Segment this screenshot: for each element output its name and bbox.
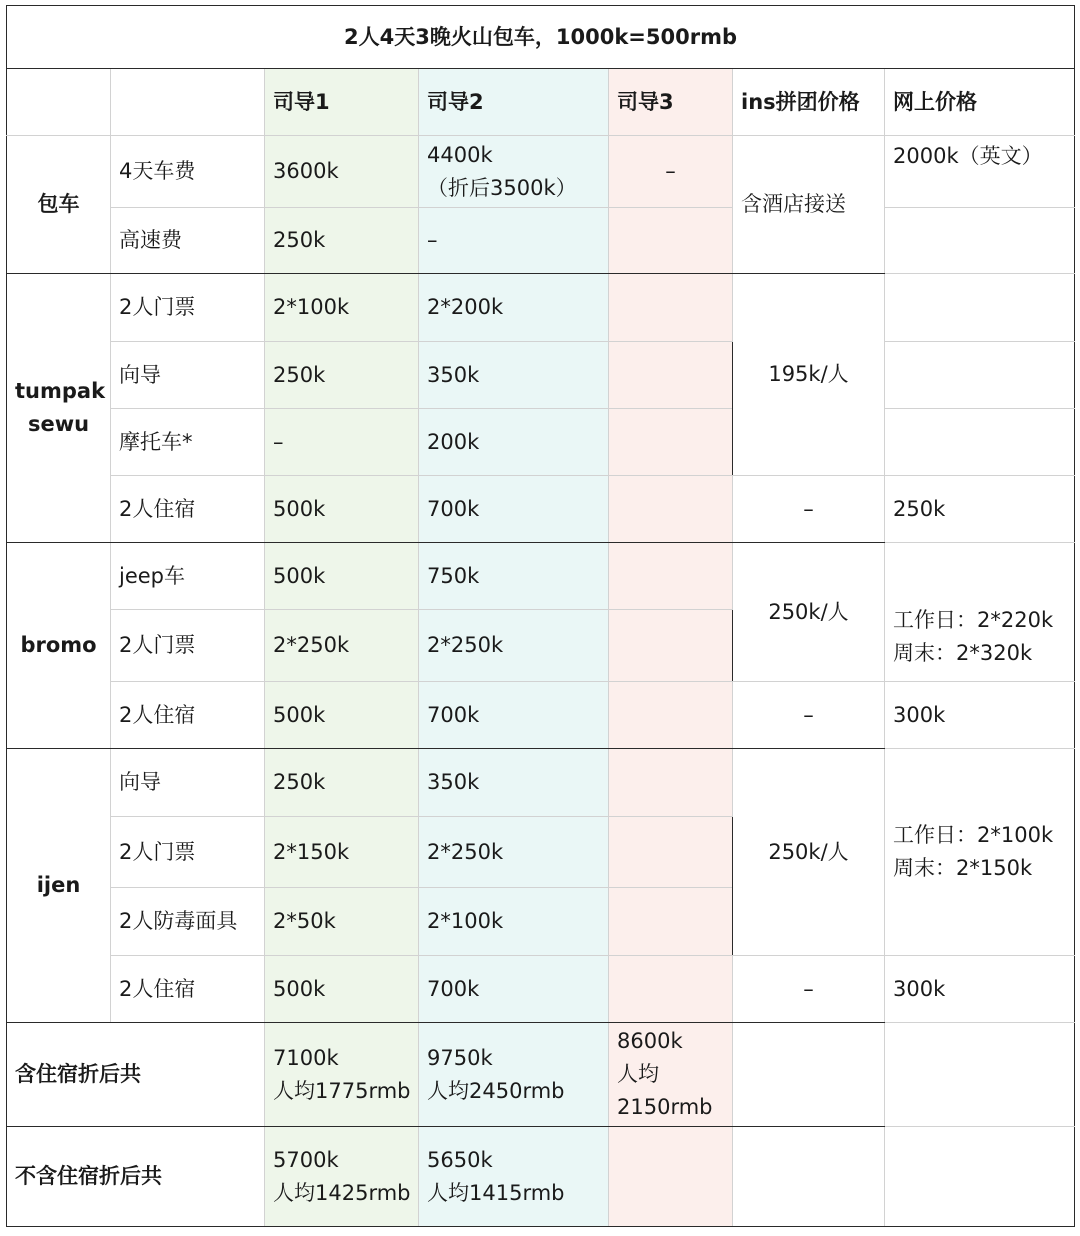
online-price-line1: 工作日：2*220k	[893, 608, 1054, 632]
group-tumpak-line1: tumpak	[15, 379, 106, 403]
guide3-value	[609, 956, 733, 1023]
online-price-cell	[885, 208, 1075, 274]
guide1-total-line2: 人均1425rmb	[273, 1180, 411, 1205]
guide2-value: 2*100k	[419, 888, 609, 956]
guide3-value	[609, 409, 733, 476]
ins-price-cell: 250k/人	[733, 543, 885, 682]
guide1-value: 250k	[265, 208, 419, 274]
guide1-value: 250k	[265, 342, 419, 409]
table-row	[7, 543, 1075, 610]
guide2-value: 200k	[419, 409, 609, 476]
item-label: 2人住宿	[111, 956, 265, 1023]
guide2-total-line1: 9750k	[427, 1045, 493, 1070]
guide3-value: –	[609, 136, 733, 208]
guide3-total-line2: 人均	[617, 1062, 659, 1086]
header-guide-2: 司导2	[419, 69, 609, 136]
group-tumpak-line2: sewu	[27, 412, 90, 436]
guide1-value: 500k	[265, 476, 419, 543]
group-tumpak-sewu	[7, 274, 111, 543]
guide1-value: 3600k	[265, 136, 419, 208]
ins-total-cell	[733, 1127, 885, 1227]
guide2-value-line1: 4400k	[427, 142, 493, 167]
ins-price-cell: 含酒店接送	[733, 136, 885, 274]
item-label: 2人门票	[111, 817, 265, 888]
table-row	[7, 208, 1075, 274]
guide3-value	[609, 208, 733, 274]
guide2-total-line1: 5650k	[427, 1147, 493, 1172]
guide1-total	[265, 1127, 419, 1227]
guide3-value	[609, 476, 733, 543]
guide1-total-line1: 7100k	[273, 1045, 339, 1070]
item-label: 摩托车*	[111, 409, 265, 476]
table-row	[7, 749, 1075, 817]
total-with-lodging-row	[7, 1023, 1075, 1127]
table-row	[7, 409, 1075, 476]
guide2-value	[419, 136, 609, 208]
guide3-total-line1: 8600k	[617, 1029, 683, 1053]
guide2-total	[419, 1127, 609, 1227]
guide3-value	[609, 888, 733, 956]
guide3-value	[609, 817, 733, 888]
online-price-cell: 250k	[885, 476, 1075, 543]
guide2-value: 2*250k	[419, 817, 609, 888]
item-label: 2人门票	[111, 610, 265, 682]
total-without-lodging-label: 不含住宿折后共	[7, 1127, 265, 1227]
guide2-value: 700k	[419, 956, 609, 1023]
guide2-value: 2*250k	[419, 610, 609, 682]
online-price-line2: 周末：2*320k	[893, 641, 1033, 665]
item-label: 向导	[111, 342, 265, 409]
ins-price-cell: 250k/人	[733, 749, 885, 956]
guide1-value: 500k	[265, 956, 419, 1023]
header-ins-price: ins拼团价格	[733, 69, 885, 136]
guide2-value: 350k	[419, 749, 609, 817]
price-table	[6, 5, 1075, 1227]
guide2-value: 350k	[419, 342, 609, 409]
guide3-value	[609, 610, 733, 682]
ins-price-cell: 195k/人	[733, 274, 885, 476]
item-label: 2人住宿	[111, 682, 265, 749]
guide2-value: –	[419, 208, 609, 274]
table-row	[7, 342, 1075, 409]
guide1-value: 500k	[265, 682, 419, 749]
guide1-value: 500k	[265, 543, 419, 610]
online-price-cell: 300k	[885, 682, 1075, 749]
header-guide-3: 司导3	[609, 69, 733, 136]
online-total-cell	[885, 1023, 1075, 1127]
ins-price-cell: –	[733, 682, 885, 749]
item-label: 2人门票	[111, 274, 265, 342]
online-price-cell	[885, 274, 1075, 342]
online-price-cell	[885, 543, 1075, 682]
guide2-value: 700k	[419, 682, 609, 749]
guide1-total-line1: 5700k	[273, 1147, 339, 1172]
header-online-price: 网上价格	[885, 69, 1075, 136]
guide1-total	[265, 1023, 419, 1127]
total-with-lodging-label: 含住宿折后共	[7, 1023, 265, 1127]
guide2-total-line2: 人均2450rmb	[427, 1078, 565, 1103]
item-label: 向导	[111, 749, 265, 817]
table-row	[7, 682, 1075, 749]
guide3-total	[609, 1023, 733, 1127]
ins-price-cell: –	[733, 476, 885, 543]
guide1-value: –	[265, 409, 419, 476]
guide2-total	[419, 1023, 609, 1127]
guide2-value: 2*200k	[419, 274, 609, 342]
guide3-total-line3: 2150rmb	[617, 1095, 713, 1119]
guide2-value-line2: （折后3500k）	[427, 175, 577, 200]
item-label: 2人防毒面具	[111, 888, 265, 956]
online-price-line1: 工作日：2*100k	[893, 823, 1054, 847]
table-row	[7, 274, 1075, 342]
online-price-line2: 周末：2*150k	[893, 856, 1033, 880]
online-price-cell	[885, 749, 1075, 956]
item-label: 2人住宿	[111, 476, 265, 543]
group-baoche: 包车	[7, 136, 111, 274]
table-row	[7, 136, 1075, 208]
ins-total-cell	[733, 1023, 885, 1127]
group-bromo: bromo	[7, 543, 111, 749]
item-label: jeep车	[111, 543, 265, 610]
title-row	[7, 6, 1075, 69]
guide1-value: 250k	[265, 749, 419, 817]
online-price-cell: 2000k（英文）	[885, 136, 1075, 208]
guide1-value: 2*150k	[265, 817, 419, 888]
group-ijen: ijen	[7, 749, 111, 1023]
guide2-value: 750k	[419, 543, 609, 610]
guide1-value: 2*50k	[265, 888, 419, 956]
guide3-value	[609, 682, 733, 749]
guide3-value	[609, 543, 733, 610]
total-without-lodging-row	[7, 1127, 1075, 1227]
table-title: 2人4天3晚火山包车，1000k=500rmb	[7, 6, 1075, 69]
header-guide-1: 司导1	[265, 69, 419, 136]
online-price-cell: 300k	[885, 956, 1075, 1023]
guide3-value	[609, 342, 733, 409]
guide1-total-line2: 人均1775rmb	[273, 1078, 411, 1103]
online-price-cell	[885, 409, 1075, 476]
guide2-value: 700k	[419, 476, 609, 543]
table-row	[7, 476, 1075, 543]
online-total-cell	[885, 1127, 1075, 1227]
ins-price-cell: –	[733, 956, 885, 1023]
header-empty-1	[7, 69, 111, 136]
header-row	[7, 69, 1075, 136]
guide1-value: 2*250k	[265, 610, 419, 682]
table-row	[7, 956, 1075, 1023]
guide3-total	[609, 1127, 733, 1227]
guide2-total-line2: 人均1415rmb	[427, 1180, 565, 1205]
item-label: 高速费	[111, 208, 265, 274]
guide3-value	[609, 274, 733, 342]
guide1-value: 2*100k	[265, 274, 419, 342]
online-price-cell	[885, 342, 1075, 409]
item-label: 4天车费	[111, 136, 265, 208]
guide3-value	[609, 749, 733, 817]
header-empty-2	[111, 69, 265, 136]
